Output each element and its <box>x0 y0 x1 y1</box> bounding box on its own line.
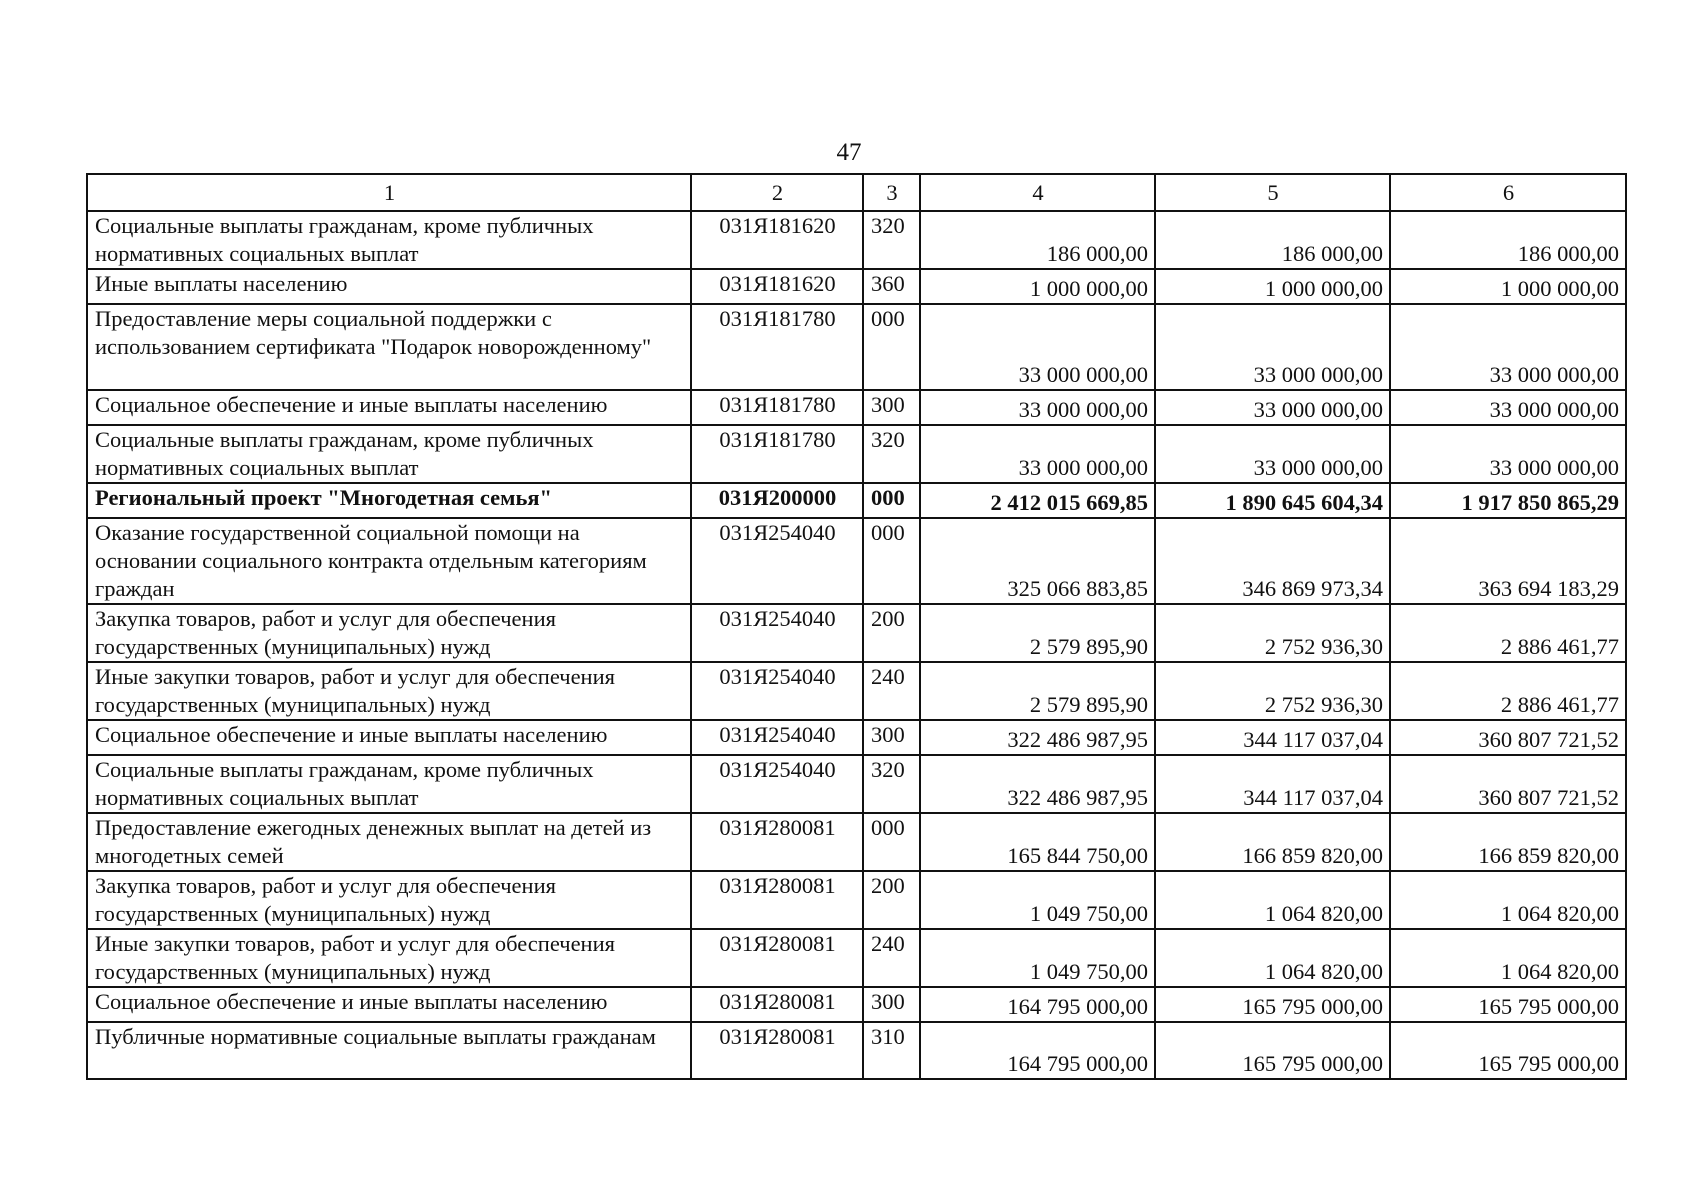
row-amount-year1-cell: 2 412 015 669,85 <box>920 483 1155 518</box>
row-kvr-cell: 300 <box>863 987 920 1022</box>
row-name-cell: Закупка товаров, работ и услуг для обеспечения государственных (муниципальных) нужд <box>87 871 691 929</box>
row-code-cell: 031Я280081 <box>691 1022 863 1079</box>
row-amount-year3-cell: 186 000,00 <box>1390 211 1626 269</box>
row-kvr-cell: 240 <box>863 662 920 720</box>
row-amount-year2-cell: 2 752 936,30 <box>1155 604 1390 662</box>
row-kvr-cell: 200 <box>863 871 920 929</box>
row-amount-year3-cell: 2 886 461,77 <box>1390 604 1626 662</box>
row-name-cell: Иные закупки товаров, работ и услуг для обеспечения государственных (муниципальных) нужд <box>87 662 691 720</box>
table-row <box>87 929 1626 987</box>
row-name-cell: Социальное обеспечение и иные выплаты населению <box>87 390 691 425</box>
table-row <box>87 211 1626 269</box>
row-amount-year2-cell: 346 869 973,34 <box>1155 518 1390 604</box>
row-amount-year3-cell: 363 694 183,29 <box>1390 518 1626 604</box>
row-code-cell: 031Я280081 <box>691 929 863 987</box>
row-amount-year2-cell: 1 890 645 604,34 <box>1155 483 1390 518</box>
table-row <box>87 987 1626 1022</box>
row-amount-year1-cell: 165 844 750,00 <box>920 813 1155 871</box>
row-amount-year3-cell: 2 886 461,77 <box>1390 662 1626 720</box>
row-kvr-cell: 320 <box>863 211 920 269</box>
table-row <box>87 662 1626 720</box>
table-row <box>87 720 1626 755</box>
row-code-cell: 031Я254040 <box>691 755 863 813</box>
table-row <box>87 518 1626 604</box>
row-amount-year2-cell: 33 000 000,00 <box>1155 425 1390 483</box>
table-row <box>87 483 1626 518</box>
row-amount-year3-cell: 1 064 820,00 <box>1390 929 1626 987</box>
row-amount-year3-cell: 166 859 820,00 <box>1390 813 1626 871</box>
row-amount-year3-cell: 33 000 000,00 <box>1390 390 1626 425</box>
row-amount-year3-cell: 33 000 000,00 <box>1390 425 1626 483</box>
row-code-cell: 031Я254040 <box>691 662 863 720</box>
row-code-cell: 031Я181780 <box>691 425 863 483</box>
header-row <box>87 174 1626 211</box>
row-kvr-cell: 200 <box>863 604 920 662</box>
row-kvr-cell: 000 <box>863 813 920 871</box>
column-header-kvr: 3 <box>863 174 920 211</box>
row-amount-year2-cell: 33 000 000,00 <box>1155 390 1390 425</box>
table-row <box>87 871 1626 929</box>
row-kvr-cell: 320 <box>863 755 920 813</box>
row-code-cell: 031Я181620 <box>691 269 863 304</box>
row-kvr-cell: 300 <box>863 390 920 425</box>
row-amount-year2-cell: 2 752 936,30 <box>1155 662 1390 720</box>
row-code-cell: 031Я181780 <box>691 390 863 425</box>
table-row <box>87 755 1626 813</box>
row-kvr-cell: 320 <box>863 425 920 483</box>
table-row <box>87 813 1626 871</box>
row-amount-year1-cell: 33 000 000,00 <box>920 304 1155 390</box>
row-name-cell: Социальные выплаты гражданам, кроме публичных нормативных социальных выплат <box>87 755 691 813</box>
row-name-cell: Социальное обеспечение и иные выплаты населению <box>87 987 691 1022</box>
row-kvr-cell: 000 <box>863 304 920 390</box>
table-row <box>87 304 1626 390</box>
row-amount-year3-cell: 1 000 000,00 <box>1390 269 1626 304</box>
column-header-name: 1 <box>87 174 691 211</box>
row-code-cell: 031Я254040 <box>691 720 863 755</box>
row-name-cell: Иные закупки товаров, работ и услуг для обеспечения государственных (муниципальных) нужд <box>87 929 691 987</box>
row-kvr-cell: 360 <box>863 269 920 304</box>
page-number: 47 <box>836 139 862 166</box>
row-code-cell: 031Я200000 <box>691 483 863 518</box>
table-row <box>87 425 1626 483</box>
row-code-cell: 031Я280081 <box>691 813 863 871</box>
row-amount-year1-cell: 1 049 750,00 <box>920 929 1155 987</box>
row-amount-year3-cell: 1 917 850 865,29 <box>1390 483 1626 518</box>
row-name-cell: Социальные выплаты гражданам, кроме публичных нормативных социальных выплат <box>87 425 691 483</box>
row-amount-year2-cell: 166 859 820,00 <box>1155 813 1390 871</box>
row-amount-year3-cell: 33 000 000,00 <box>1390 304 1626 390</box>
column-header-code: 2 <box>691 174 863 211</box>
row-amount-year3-cell: 1 064 820,00 <box>1390 871 1626 929</box>
row-kvr-cell: 300 <box>863 720 920 755</box>
row-name-cell: Социальное обеспечение и иные выплаты населению <box>87 720 691 755</box>
row-kvr-cell: 000 <box>863 483 920 518</box>
row-code-cell: 031Я181620 <box>691 211 863 269</box>
row-amount-year2-cell: 344 117 037,04 <box>1155 755 1390 813</box>
table-row <box>87 604 1626 662</box>
row-amount-year1-cell: 186 000,00 <box>920 211 1155 269</box>
row-amount-year1-cell: 322 486 987,95 <box>920 755 1155 813</box>
row-amount-year2-cell: 186 000,00 <box>1155 211 1390 269</box>
column-header-year1: 4 <box>920 174 1155 211</box>
row-name-cell: Предоставление ежегодных денежных выплат на детей из многодетных семей <box>87 813 691 871</box>
row-amount-year3-cell: 165 795 000,00 <box>1390 987 1626 1022</box>
row-code-cell: 031Я280081 <box>691 987 863 1022</box>
table-row <box>87 269 1626 304</box>
row-name-cell: Оказание государственной социальной помощи на основании социального контракта отдельным категориям граждан <box>87 518 691 604</box>
row-amount-year2-cell: 165 795 000,00 <box>1155 987 1390 1022</box>
row-amount-year1-cell: 2 579 895,90 <box>920 604 1155 662</box>
row-amount-year1-cell: 1 049 750,00 <box>920 871 1155 929</box>
row-amount-year1-cell: 1 000 000,00 <box>920 269 1155 304</box>
table-row <box>87 1022 1626 1079</box>
row-amount-year1-cell: 33 000 000,00 <box>920 390 1155 425</box>
row-kvr-cell: 240 <box>863 929 920 987</box>
row-amount-year2-cell: 1 064 820,00 <box>1155 929 1390 987</box>
table-body <box>87 211 1626 1079</box>
row-amount-year1-cell: 322 486 987,95 <box>920 720 1155 755</box>
row-amount-year1-cell: 164 795 000,00 <box>920 1022 1155 1079</box>
row-amount-year3-cell: 360 807 721,52 <box>1390 720 1626 755</box>
row-kvr-cell: 000 <box>863 518 920 604</box>
row-amount-year2-cell: 33 000 000,00 <box>1155 304 1390 390</box>
table-row <box>87 390 1626 425</box>
row-name-cell: Социальные выплаты гражданам, кроме публичных нормативных социальных выплат <box>87 211 691 269</box>
row-kvr-cell: 310 <box>863 1022 920 1079</box>
column-header-year3: 6 <box>1390 174 1626 211</box>
row-amount-year1-cell: 325 066 883,85 <box>920 518 1155 604</box>
row-amount-year3-cell: 165 795 000,00 <box>1390 1022 1626 1079</box>
row-code-cell: 031Я254040 <box>691 604 863 662</box>
column-header-year2: 5 <box>1155 174 1390 211</box>
row-amount-year2-cell: 165 795 000,00 <box>1155 1022 1390 1079</box>
row-name-cell: Предоставление меры социальной поддержки с использованием сертификата "Подарок новорожденному" <box>87 304 691 390</box>
row-name-cell: Закупка товаров, работ и услуг для обеспечения государственных (муниципальных) нужд <box>87 604 691 662</box>
row-code-cell: 031Я254040 <box>691 518 863 604</box>
row-amount-year2-cell: 1 064 820,00 <box>1155 871 1390 929</box>
row-amount-year2-cell: 1 000 000,00 <box>1155 269 1390 304</box>
row-name-cell: Публичные нормативные социальные выплаты гражданам <box>87 1022 691 1079</box>
row-amount-year3-cell: 360 807 721,52 <box>1390 755 1626 813</box>
row-code-cell: 031Я280081 <box>691 871 863 929</box>
row-amount-year1-cell: 164 795 000,00 <box>920 987 1155 1022</box>
row-code-cell: 031Я181780 <box>691 304 863 390</box>
budget-table <box>86 173 1627 1080</box>
row-amount-year1-cell: 2 579 895,90 <box>920 662 1155 720</box>
row-amount-year2-cell: 344 117 037,04 <box>1155 720 1390 755</box>
row-name-cell: Иные выплаты населению <box>87 269 691 304</box>
row-amount-year1-cell: 33 000 000,00 <box>920 425 1155 483</box>
row-name-cell: Региональный проект "Многодетная семья" <box>87 483 691 518</box>
